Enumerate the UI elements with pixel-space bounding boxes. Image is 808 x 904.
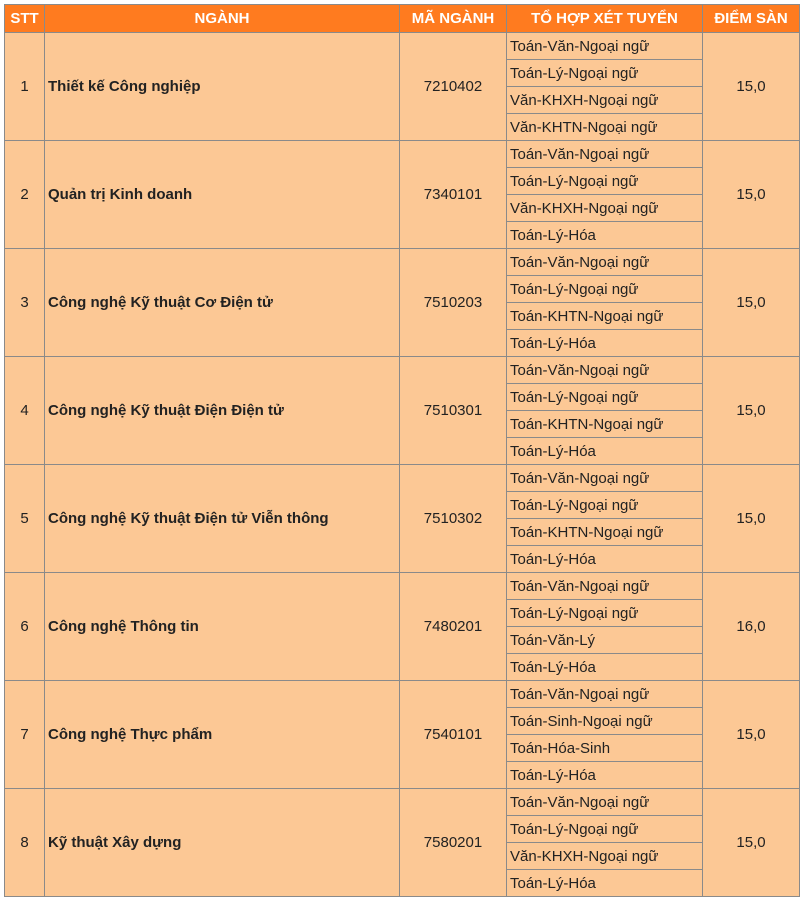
- subject-combination: Toán-Lý-Ngoại ngữ: [507, 816, 703, 843]
- header-stt: STT: [5, 5, 45, 33]
- row-number: 6: [5, 573, 45, 681]
- subject-combination: Toán-Lý-Hóa: [507, 654, 703, 681]
- subject-combination: Toán-KHTN-Ngoại ngữ: [507, 303, 703, 330]
- major-code: 7580201: [400, 789, 507, 897]
- minimum-score: 15,0: [703, 357, 800, 465]
- minimum-score: 15,0: [703, 33, 800, 141]
- row-number: 5: [5, 465, 45, 573]
- subject-combination: Văn-KHTN-Ngoại ngữ: [507, 114, 703, 141]
- major-name: Công nghệ Thông tin: [45, 573, 400, 681]
- subject-combination: Toán-Lý-Hóa: [507, 330, 703, 357]
- row-number: 3: [5, 249, 45, 357]
- major-name: Kỹ thuật Xây dựng: [45, 789, 400, 897]
- subject-combination: Toán-Lý-Hóa: [507, 762, 703, 789]
- row-number: 4: [5, 357, 45, 465]
- subject-combination: Toán-Văn-Ngoại ngữ: [507, 249, 703, 276]
- subject-combination: Toán-Văn-Ngoại ngữ: [507, 789, 703, 816]
- table-row: [5, 465, 800, 492]
- row-number: 8: [5, 789, 45, 897]
- major-name: Công nghệ Kỹ thuật Cơ Điện tử: [45, 249, 400, 357]
- subject-combination: Toán-Lý-Hóa: [507, 438, 703, 465]
- major-name: Công nghệ Thực phẩm: [45, 681, 400, 789]
- table-header-row: [5, 5, 800, 33]
- subject-combination: Toán-Văn-Ngoại ngữ: [507, 465, 703, 492]
- subject-combination: Toán-Văn-Ngoại ngữ: [507, 681, 703, 708]
- table-body: [5, 33, 800, 897]
- minimum-score: 15,0: [703, 141, 800, 249]
- major-code: 7540101: [400, 681, 507, 789]
- row-number: 7: [5, 681, 45, 789]
- table-row: [5, 141, 800, 168]
- subject-combination: Toán-Văn-Ngoại ngữ: [507, 141, 703, 168]
- subject-combination: Văn-KHXH-Ngoại ngữ: [507, 195, 703, 222]
- row-number: 1: [5, 33, 45, 141]
- header-major: NGÀNH: [45, 5, 400, 33]
- subject-combination: Toán-Lý-Hóa: [507, 222, 703, 249]
- subject-combination: Toán-Lý-Ngoại ngữ: [507, 600, 703, 627]
- subject-combination: Toán-Lý-Ngoại ngữ: [507, 492, 703, 519]
- minimum-score: 15,0: [703, 249, 800, 357]
- subject-combination: Toán-Lý-Ngoại ngữ: [507, 276, 703, 303]
- subject-combination: Toán-Văn-Ngoại ngữ: [507, 573, 703, 600]
- major-code: 7510301: [400, 357, 507, 465]
- subject-combination: Toán-Văn-Lý: [507, 627, 703, 654]
- subject-combination: Toán-Hóa-Sinh: [507, 735, 703, 762]
- subject-combination: Toán-Lý-Hóa: [507, 546, 703, 573]
- subject-combination: Văn-KHXH-Ngoại ngữ: [507, 87, 703, 114]
- subject-combination: Toán-KHTN-Ngoại ngữ: [507, 519, 703, 546]
- header-major-code: MÃ NGÀNH: [400, 5, 507, 33]
- row-number: 2: [5, 141, 45, 249]
- minimum-score: 15,0: [703, 681, 800, 789]
- minimum-score: 15,0: [703, 789, 800, 897]
- minimum-score: 15,0: [703, 465, 800, 573]
- major-name: Quản trị Kinh doanh: [45, 141, 400, 249]
- subject-combination: Toán-Sinh-Ngoại ngữ: [507, 708, 703, 735]
- major-name: Thiết kế Công nghiệp: [45, 33, 400, 141]
- subject-combination: Toán-Lý-Hóa: [507, 870, 703, 897]
- table-row: [5, 573, 800, 600]
- table-row: [5, 681, 800, 708]
- minimum-score: 16,0: [703, 573, 800, 681]
- admission-table-container: [4, 4, 800, 897]
- header-minimum-score: ĐIỂM SÀN: [703, 5, 800, 33]
- subject-combination: Toán-Văn-Ngoại ngữ: [507, 357, 703, 384]
- table-row: [5, 249, 800, 276]
- table-row: [5, 33, 800, 60]
- major-name: Công nghệ Kỹ thuật Điện Điện tử: [45, 357, 400, 465]
- header-subject-combinations: TỔ HỢP XÉT TUYỂN: [507, 5, 703, 33]
- subject-combination: Toán-Lý-Ngoại ngữ: [507, 384, 703, 411]
- major-code: 7510203: [400, 249, 507, 357]
- table-row: [5, 789, 800, 816]
- major-code: 7510302: [400, 465, 507, 573]
- major-name: Công nghệ Kỹ thuật Điện tử Viễn thông: [45, 465, 400, 573]
- subject-combination: Toán-Lý-Ngoại ngữ: [507, 168, 703, 195]
- subject-combination: Toán-Văn-Ngoại ngữ: [507, 33, 703, 60]
- subject-combination: Văn-KHXH-Ngoại ngữ: [507, 843, 703, 870]
- major-code: 7480201: [400, 573, 507, 681]
- major-code: 7340101: [400, 141, 507, 249]
- subject-combination: Toán-Lý-Ngoại ngữ: [507, 60, 703, 87]
- major-code: 7210402: [400, 33, 507, 141]
- admission-table: [4, 4, 800, 897]
- table-row: [5, 357, 800, 384]
- subject-combination: Toán-KHTN-Ngoại ngữ: [507, 411, 703, 438]
